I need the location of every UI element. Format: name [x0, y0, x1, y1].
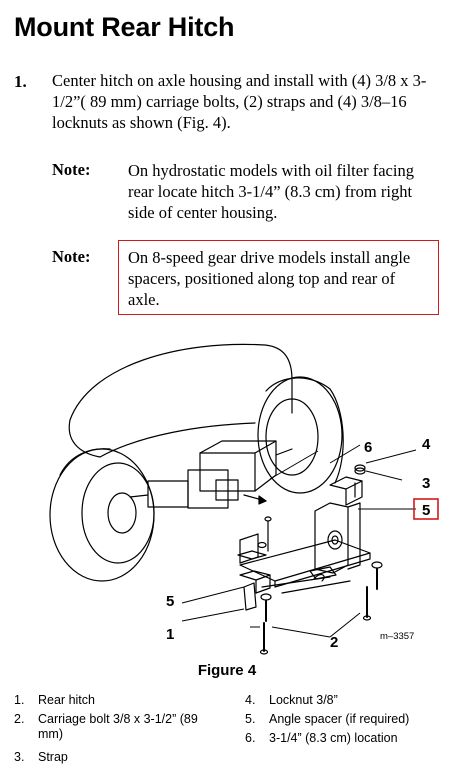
note-label: Note: — [52, 247, 91, 266]
callout-1: 1 — [166, 626, 175, 643]
step-text: Center hitch on axle housing and install with (4) 3/8 x 3-1/2”( 89 mm) carriage bolts, (2) straps and (4) 3/8–16 locknuts as shown (Fig. 4). — [52, 71, 427, 132]
callout-5-left: 5 — [166, 593, 175, 610]
note-text: On hydrostatic models with oil filter facing rear locate hitch 3-1/4” (8.3 cm) from right side of center housing. — [128, 161, 414, 222]
figure-caption: Figure 4 — [197, 662, 257, 679]
step-number: 1. — [14, 72, 27, 91]
figure-code: m–3357 — [380, 631, 415, 642]
right-strap-assembly — [330, 477, 362, 569]
rear-hitch-part — [240, 503, 370, 593]
location-dimension — [244, 495, 266, 504]
callout-5-right: 5 — [422, 502, 431, 519]
page-title: Mount Rear Hitch — [14, 12, 235, 42]
locknuts — [258, 465, 382, 600]
callout-3: 3 — [422, 475, 431, 492]
note-text: On 8-speed gear drive models install angle spacers, positioned along top and rear of axle. — [128, 248, 411, 309]
right-wheel — [258, 377, 343, 493]
callout-4: 4 — [422, 436, 431, 453]
hitch-diagram — [30, 325, 450, 665]
left-wheel — [50, 449, 154, 581]
callout-6: 6 — [364, 439, 373, 456]
note-label: Note: — [52, 160, 91, 179]
callout-2: 2 — [330, 634, 339, 651]
